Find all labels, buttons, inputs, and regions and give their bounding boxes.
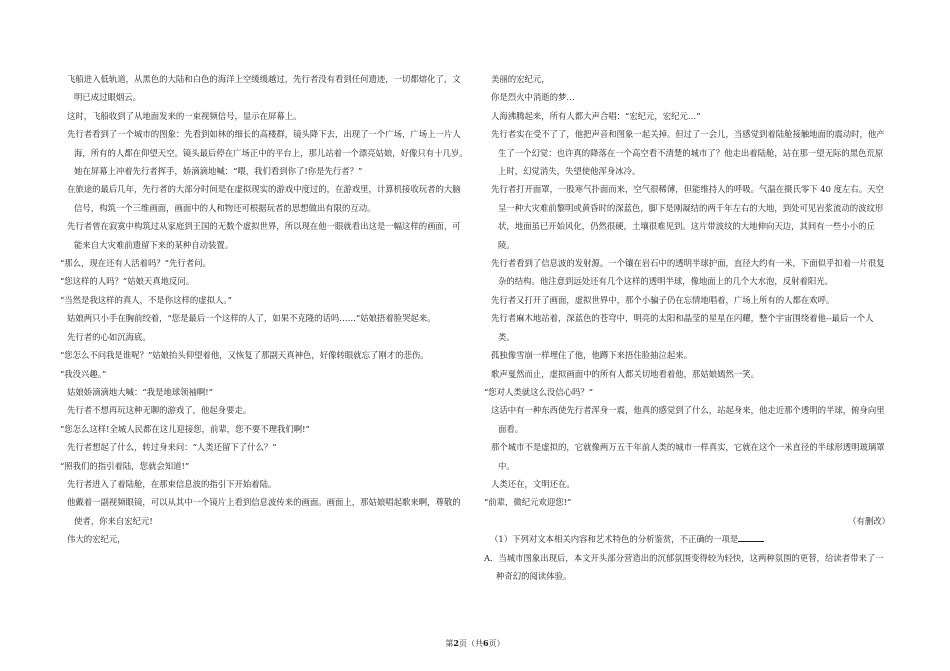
dialogue-line: “您对人类就这么没信心吗？”	[484, 386, 594, 397]
left-column	[60, 70, 468, 549]
paragraph: 伟大的宏纪元，	[67, 534, 126, 545]
paragraph: 他戴着一副视频眼镜，可以从其中一个镜片上看到信息波传来的画面。画面上，那姑娘唱起歌来啊，尊敬的使者，你来自宏纪元!	[67, 497, 461, 526]
total-pages: 6	[483, 638, 489, 648]
paragraph: 先行者想起了什么，转过身来问：“人类还留下了什么？”	[67, 442, 277, 453]
paragraph: 那个城市不是虚拟的，它就像两万五千年前人类的城市一样真实，它就在这个一米直径的半球形透明玻璃罩中。	[491, 442, 885, 471]
paragraph: 姑娘两只小手在胸前绞着，“您是最后一个这样的人了，如果不克隆的话吗……”姑娘捂着脸哭起来。	[67, 313, 436, 324]
paragraph: 你是烈火中消逝的梦…	[491, 92, 575, 103]
paragraph: 先行者不想再玩这种无聊的游戏了，他起身要走。	[67, 405, 252, 416]
paragraph: 先行者麻木地站着，深蓝色的苍穹中，明亮的太阳和晶莹的星星在闪耀，整个宇宙围绕着他--最后一个人类。	[491, 313, 874, 342]
footer-suffix: 页）	[488, 639, 505, 648]
paragraph: 先行者看到了信息波的发射源。一个镶在岩石中的透明半球护面，直径大约有一米，下面似乎扣着一片很复杂的结构。他注意到远处还有几个这样的透明半球，像地面上的几个大水泡，反射着阳光。	[491, 258, 885, 287]
question-stem-text: （1）下列对文本相关内容和艺术特色的分析鉴赏，不正确的一项是	[490, 534, 739, 545]
question-option-a: A．当城市图象出现后，本文开头部分营造出的沉郁氛围变得较为轻快，这两种氛围的更替，给读者带来了一种奇幻的阅读体验。	[484, 552, 884, 581]
question-stem	[484, 530, 890, 548]
dialogue-line: “我没兴趣。”	[60, 368, 107, 379]
paragraph: 孤独像雪崩一样埋住了他，他蹲下来捂住脸抽泣起来。	[491, 350, 692, 361]
paragraph: 这时，飞船收到了从地面发来的一束视频信号，显示在屏幕上。	[67, 110, 302, 121]
dialogue-line: “照我们的指引着陆，您就会知道!”	[60, 460, 190, 471]
paragraph: 美丽的宏纪元，	[491, 74, 550, 84]
page-footer	[0, 638, 950, 649]
abridged-note: （有删改）	[848, 515, 890, 526]
paragraph: 在旅途的最后几年，先行者的大部分时间是在虚拟现实的游戏中度过的，在游戏里，计算机接收玩者的大脑信号，构筑一个三维画面，画面中的人和物还可根据玩者的思想做出有限的互动。	[67, 184, 461, 213]
paragraph: 先行者曾在寂寞中构筑过从家庭到王国的无数个虚拟世界，所以现在他一眼就看出这是一幅这样的画面，可能来自大灾难前遗留下来的某种自动装置。	[67, 221, 461, 250]
paragraph: 先行者看到了一个城市的图象：先看到如林的细长的高楼群，镜头降下去，出现了一个广场，广场上一片人海，所有的人都在仰望天空。镜头最后停在广场正中的平台上，那儿站着一个漂亮姑娘，好像只有十几岁。她在屏幕上冲着先行者挥手，娇滴滴地喊：“喂，我们看到你了!你是先行者？”	[67, 129, 468, 177]
paragraph: 这话中有一种东西使先行者浑身一震，他真的感觉到了什么，站起身来，他走近那个透明的半球，俯身向里面看。	[491, 405, 885, 434]
answer-blank	[738, 533, 764, 542]
dialogue-line: “您怎么不问我是谁呢？”姑娘抬头仰望着他，又恢复了那副天真神色，好像转眼就忘了刚才的悲伤。	[60, 350, 429, 361]
paragraph: 歌声戛然而止，虚拟画面中的所有人都关切地看着他，那姑娘嫣然一笑。	[491, 368, 759, 379]
footer-prefix: 第	[445, 639, 454, 648]
paragraph: 人类还在，文明还在。	[491, 478, 575, 489]
paragraph: 姑娘娇滴滴地大喊：“我是地球领袖啊!”	[67, 386, 213, 397]
paragraph: 先行者的心如沉海底。	[67, 331, 151, 342]
paragraph: 先行者又打开了画面，虚拟世界中，那个小骗子仍在忘情地唱着，广场上所有的人都在欢呼。	[491, 294, 835, 305]
paragraph: 先行者打开面罩，一股寒气扑面而来，空气很稀薄，但能维持人的呼吸。气温在摄氏零下 40 度左右。天空呈一种大灾难前黎明或黄昏时的深蓝色，脚下是刚凝结的两千年左右的大地，到处可见岩浆流动的波纹形状，地面虽已开始风化，仍然很硬，土壤很难见到。这片带波纹的大地伸向天边，其间有一些小小的丘陵。	[491, 184, 884, 250]
paragraph: 先行者实在受不了了，他把声音和图象一起关掉。但过了一会儿，当感觉到着陆舱接触地面的震动时，他产生了一个幻觉：也许真的降落在一个高空看不清楚的城市了？他走出着陆舱，站在那一望无际的黑色荒原上时，幻觉消失，失望使他浑身冰冷。	[491, 129, 885, 177]
dialogue-line: “当然是我这样的真人，不是你这样的虚拟人。”	[60, 294, 232, 305]
paragraph: 人海沸腾起来，所有人都大声合唱：“宏纪元，宏纪元…”	[491, 110, 701, 121]
paragraph: 飞船进入低轨道，从黑色的大陆和白色的海洋上空缓缓越过，先行者没有看到任何遗迹，一切都熔化了，文明已成过眼烟云。	[67, 74, 461, 103]
dialogue-line: “您这样的人吗？”姑娘天真地反问。	[60, 276, 195, 287]
paragraph: 先行者进入了着陆舱，在那束信息波的指引下开始着陆。	[67, 478, 277, 489]
page-number: 2	[453, 638, 459, 648]
dialogue-line: “前辈，微纪元欢迎您!”	[484, 497, 572, 508]
right-column	[484, 70, 890, 585]
dialogue-line: “那么，现在还有人活着吗？”先行者问。	[60, 258, 211, 269]
dialogue-line: “您怎么这样!全城人民都在这儿迎接您，前辈，您不要不理我们啊!”	[60, 423, 310, 434]
footer-middle: 页（共	[459, 639, 483, 648]
